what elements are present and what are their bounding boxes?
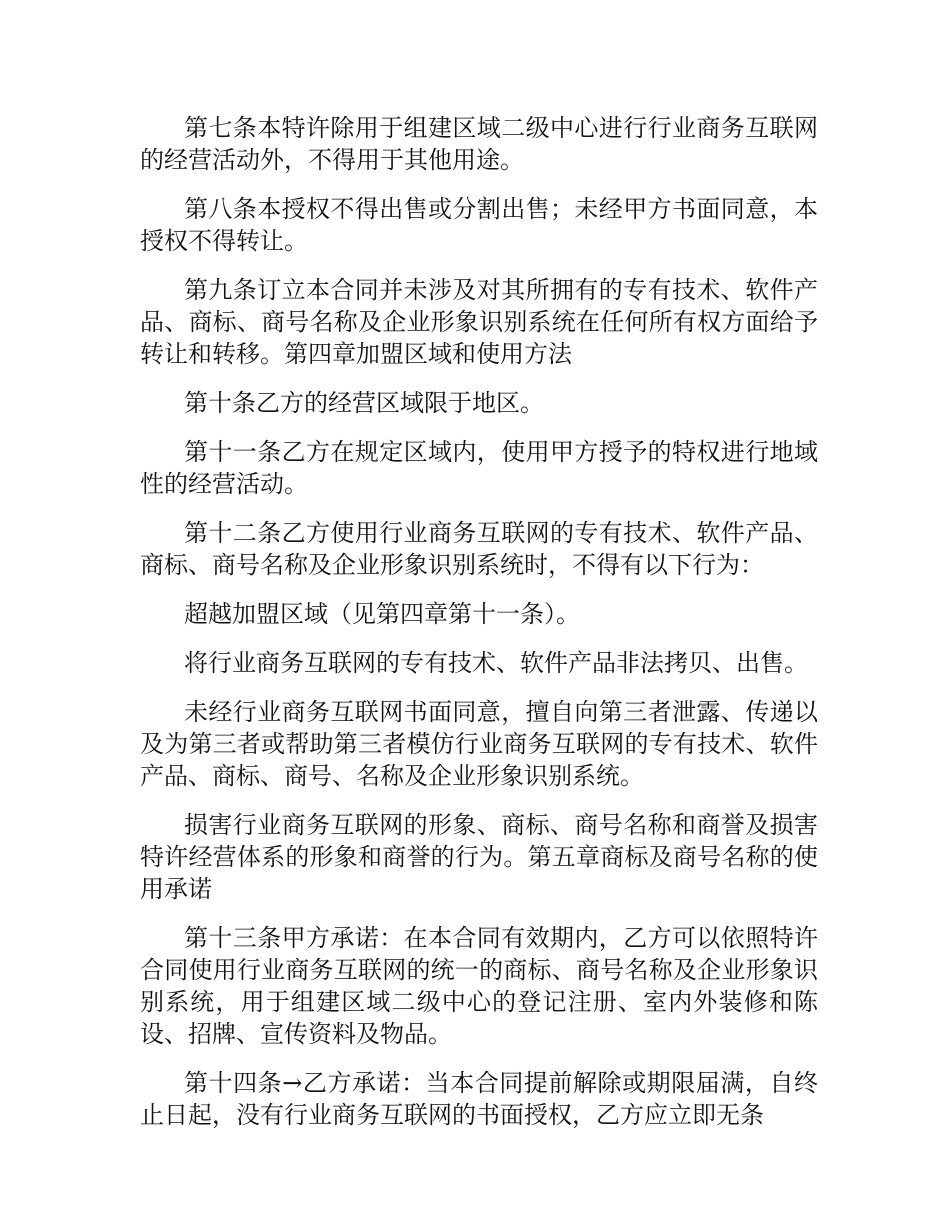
- paragraph-item-1: 超越加盟区域（见第四章第十一条）。: [184, 600, 580, 628]
- paragraph-article-7: 第七条本特许除用于组建区域二级中心进行行业商务互联网的经营活动外，不得用于其他用途。: [140, 114, 818, 174]
- paragraph-item-3: 未经行业商务互联网书面同意，擅自向第三者泄露、传递以及为第三者或帮助第三者模仿行业商务互联网的专有技术、软件产品、商标、商号、名称及企业形象识别系统。: [140, 698, 818, 790]
- paragraph-article-13: 第十三条甲方承诺：在本合同有效期内，乙方可以依照特许合同使用行业商务互联网的统一的商标、商号名称及企业形象识别系统，用于组建区域二级中心的登记注册、室内外装修和陈设、招牌、宣传资料及物品。: [140, 924, 818, 1048]
- paragraph-item-2: 将行业商务互联网的专有技术、软件产品非法拷贝、出售。: [184, 649, 808, 677]
- paragraph-article-11: 第十一条乙方在规定区域内，使用甲方授予的特权进行地域性的经营活动。: [140, 438, 818, 498]
- paragraph-article-8: 第八条本授权不得出售或分割出售；未经甲方书面同意，本授权不得转让。: [140, 195, 818, 255]
- document-body: [140, 112, 818, 1148]
- paragraph-item-4: 损害行业商务互联网的形象、商标、商号名称和商誉及损害特许经营体系的形象和商誉的行为。第五章商标及商号名称的使用承诺: [140, 811, 818, 903]
- paragraph-article-9: 第九条订立本合同并未涉及对其所拥有的专有技术、软件产品、商标、商号名称及企业形象识别系统在任何所有权方面给予转让和转移。第四章加盟区域和使用方法: [140, 276, 818, 368]
- paragraph-article-14: 第十四条→乙方承诺：当本合同提前解除或期限届满，自终止日起，没有行业商务互联网的书面授权，乙方应立即无条: [140, 1069, 818, 1129]
- paragraph-article-12: 第十二条乙方使用行业商务互联网的专有技术、软件产品、商标、商号名称及企业形象识别系统时，不得有以下行为：: [140, 519, 818, 579]
- paragraph-article-10: 第十条乙方的经营区域限于地区。: [184, 389, 544, 417]
